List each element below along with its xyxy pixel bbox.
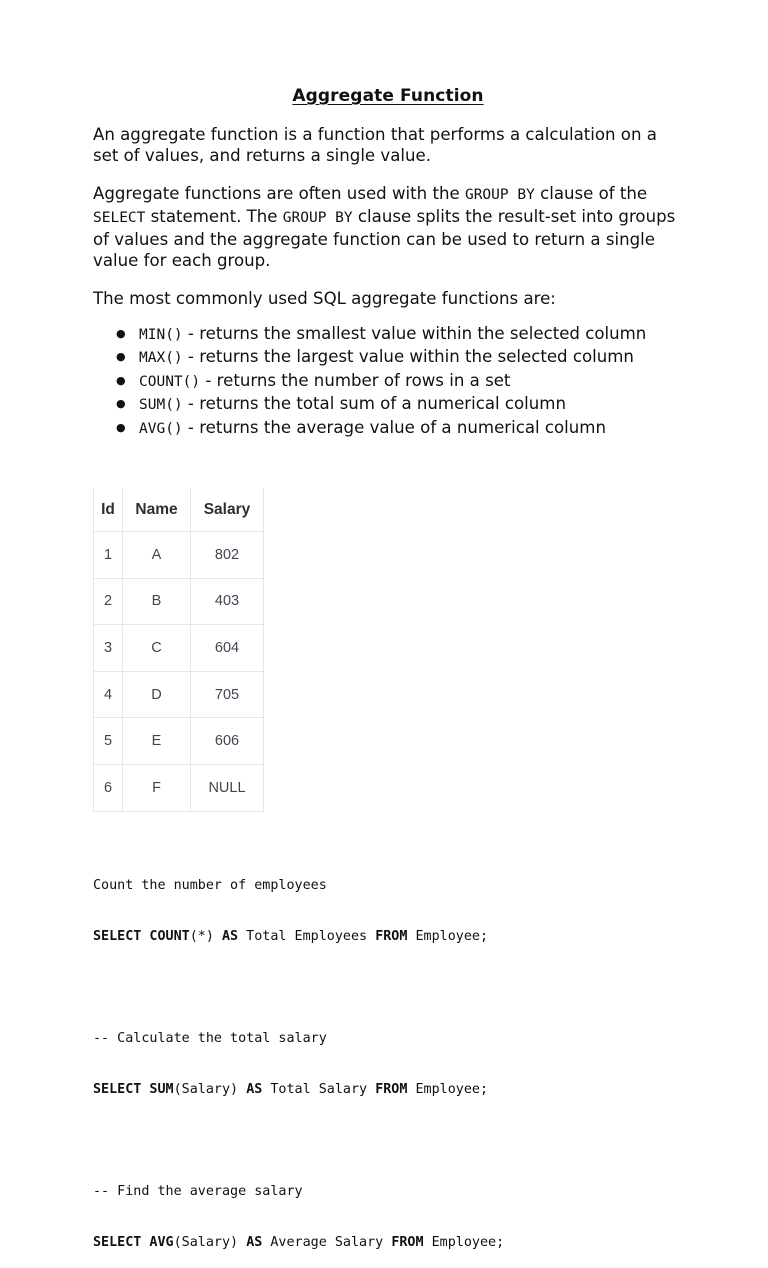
header-name: Name bbox=[123, 488, 191, 532]
sql-text: (Salary) bbox=[173, 1082, 247, 1097]
table-row bbox=[94, 718, 264, 765]
function-desc: - returns the number of rows in a set bbox=[200, 370, 511, 390]
function-desc: - returns the total sum of a numerical column bbox=[182, 394, 566, 414]
sql-code-block bbox=[93, 843, 504, 1268]
sql-text: Average Salary bbox=[262, 1235, 392, 1250]
header-salary: Salary bbox=[191, 488, 264, 532]
cell-id: 4 bbox=[94, 671, 123, 718]
cell-id: 3 bbox=[94, 625, 123, 672]
inline-code-group-by: GROUP BY bbox=[282, 210, 353, 226]
document-body bbox=[93, 86, 683, 440]
blank-line bbox=[93, 979, 504, 996]
sql-statement bbox=[93, 928, 504, 945]
function-desc: - returns the average value of a numerical column bbox=[182, 417, 606, 437]
list-item bbox=[93, 370, 683, 393]
sql-keyword: SELECT AVG bbox=[93, 1235, 174, 1250]
sql-comment: -- Calculate the total salary bbox=[93, 1031, 327, 1046]
bullet-icon: ● bbox=[116, 420, 126, 434]
cell-salary: 403 bbox=[191, 578, 264, 625]
sql-statement bbox=[93, 1234, 504, 1251]
sql-keyword: AS bbox=[246, 1082, 263, 1097]
sql-text: Employee; bbox=[407, 929, 489, 944]
sql-keyword: SELECT COUNT bbox=[93, 929, 190, 944]
cell-id: 2 bbox=[94, 578, 123, 625]
sql-keyword: SELECT SUM bbox=[93, 1082, 174, 1097]
inline-code-group-by: GROUP BY bbox=[464, 187, 535, 203]
sql-text: Employee; bbox=[407, 1082, 489, 1097]
intro-paragraph: An aggregate function is a function that performs a calculation on a set of values, and returns a single value. bbox=[93, 125, 657, 165]
cell-salary: 802 bbox=[191, 532, 264, 579]
sql-text: Total Salary bbox=[262, 1082, 376, 1097]
table-row bbox=[94, 578, 264, 625]
function-desc: - returns the smallest value within the selected column bbox=[182, 324, 647, 343]
cell-name: B bbox=[123, 578, 191, 625]
cell-name: C bbox=[123, 625, 191, 672]
inline-code-select: SELECT bbox=[93, 210, 146, 226]
paragraph-text: Aggregate functions are often used with the bbox=[93, 184, 465, 203]
bullet-icon: ● bbox=[116, 350, 126, 364]
sql-text: (*) bbox=[189, 929, 222, 944]
function-name: COUNT() bbox=[139, 373, 201, 390]
list-item bbox=[93, 393, 683, 416]
bullet-icon: ● bbox=[116, 327, 126, 340]
paragraph-text: clause splits the result-set into groups of values and the aggregate function can be used to return a single value for each group. bbox=[93, 207, 676, 270]
sql-keyword: AS bbox=[222, 929, 239, 944]
function-name: MIN() bbox=[139, 327, 183, 343]
table-row bbox=[94, 764, 264, 811]
sql-keyword: AS bbox=[246, 1235, 263, 1250]
paragraph-text: statement. The bbox=[145, 207, 283, 226]
bullet-icon: ● bbox=[116, 397, 126, 411]
function-list bbox=[93, 323, 683, 440]
cell-salary: NULL bbox=[191, 764, 264, 811]
bullet-icon: ● bbox=[116, 373, 126, 387]
list-item bbox=[93, 323, 683, 346]
sql-comment: Count the number of employees bbox=[93, 878, 327, 893]
cell-name: F bbox=[123, 764, 191, 811]
cell-name: D bbox=[123, 671, 191, 718]
table-row bbox=[94, 625, 264, 672]
cell-id: 5 bbox=[94, 718, 123, 765]
group-by-paragraph bbox=[93, 183, 683, 271]
cell-name: A bbox=[123, 532, 191, 579]
sql-comment: -- Find the average salary bbox=[93, 1184, 303, 1199]
function-desc: - returns the largest value within the selected column bbox=[182, 347, 634, 367]
cell-id: 1 bbox=[94, 532, 123, 579]
sql-text: (Salary) bbox=[173, 1235, 247, 1250]
cell-salary: 604 bbox=[191, 625, 264, 672]
sql-text: Total Employees bbox=[238, 929, 376, 944]
sql-text: Employee; bbox=[423, 1235, 505, 1250]
employee-table bbox=[93, 488, 264, 812]
cell-salary: 606 bbox=[191, 718, 264, 765]
list-item bbox=[93, 346, 683, 369]
function-name: MAX() bbox=[139, 350, 183, 367]
paragraph-text: clause of the bbox=[534, 184, 648, 203]
function-name: SUM() bbox=[139, 397, 183, 414]
document-title: Aggregate Function bbox=[292, 86, 484, 106]
sql-keyword: FROM bbox=[375, 929, 408, 944]
common-functions-intro: The most commonly used SQL aggregate functions are: bbox=[93, 289, 556, 308]
sql-statement bbox=[93, 1081, 504, 1098]
cell-salary: 705 bbox=[191, 671, 264, 718]
list-item bbox=[93, 417, 683, 440]
blank-line bbox=[93, 1132, 504, 1149]
table-header-row bbox=[94, 488, 264, 532]
table-row bbox=[94, 671, 264, 718]
table-row bbox=[94, 532, 264, 579]
cell-name: E bbox=[123, 718, 191, 765]
sql-keyword: FROM bbox=[391, 1235, 424, 1250]
function-name: AVG() bbox=[139, 420, 183, 437]
header-id: Id bbox=[94, 488, 123, 532]
cell-id: 6 bbox=[94, 764, 123, 811]
sql-keyword: FROM bbox=[375, 1082, 408, 1097]
